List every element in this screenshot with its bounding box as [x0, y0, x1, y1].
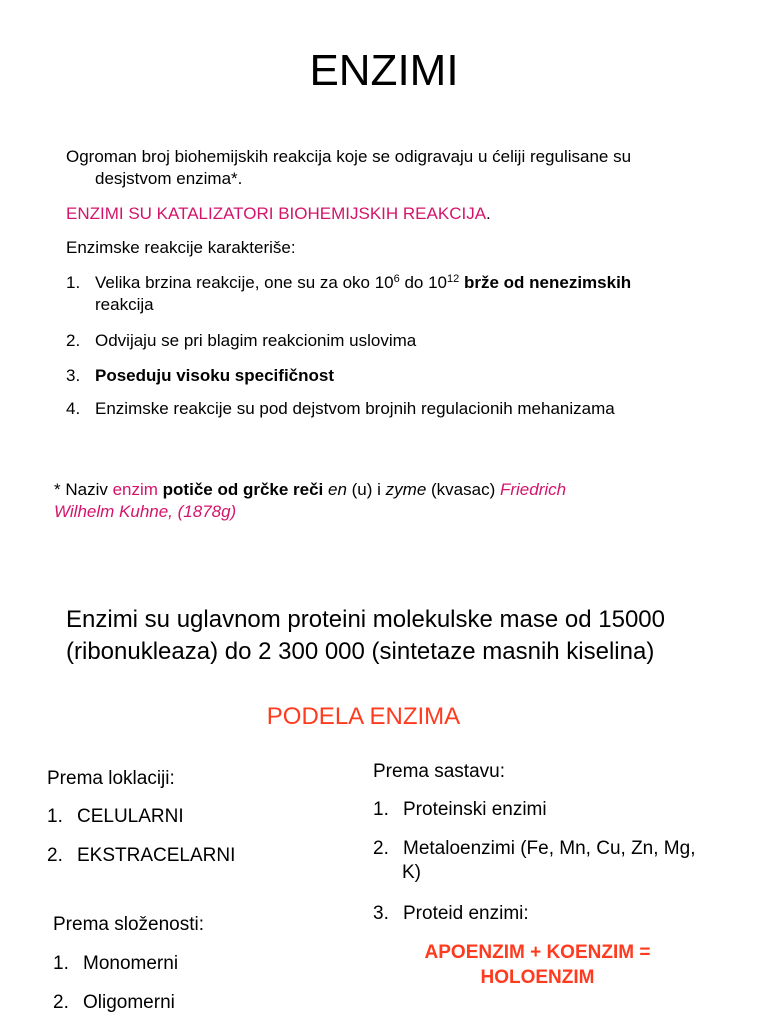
catalyst-dot: . — [486, 204, 491, 223]
footnote-u: (u) i — [346, 480, 386, 499]
feature-number: 4. — [66, 399, 81, 418]
feature-number: 3. — [66, 366, 81, 385]
formula-line-1: APOENZIM + KOENZIM = — [424, 942, 651, 963]
intro-paragraph — [66, 146, 726, 190]
feature-4-text: Enzimske reakcije su pod dejstvom brojnih regulacionih mehanizama — [95, 399, 615, 418]
feature-item-2 — [66, 330, 726, 352]
molecular-mass-text — [66, 604, 736, 668]
location-item-text: EKSTRACELARNI — [77, 845, 236, 866]
composition-item — [373, 902, 529, 926]
feature-2-text: Odvijaju se pri blagim reakcionim uslovima — [95, 331, 417, 350]
composition-item-text: Proteinski enzimi — [403, 799, 547, 820]
complexity-item-text: Oligomerni — [83, 992, 175, 1013]
composition-item-number: 2. — [373, 838, 389, 859]
mass-line-1: Enzimi su uglavnom proteini molekulske mase od 15000 — [66, 606, 665, 633]
classification-heading: PODELA ENZIMA — [266, 703, 461, 730]
intro-line-2: desjstvom enzima*. — [95, 169, 243, 188]
feature-number: 1. — [66, 273, 81, 292]
footnote-author-2: Wilhelm Kuhne, (1878g) — [54, 502, 237, 521]
formula-line-2: HOLOENZIM — [480, 967, 595, 988]
holoenzyme-formula — [405, 940, 670, 990]
composition-item-cont: K) — [402, 862, 421, 883]
intro-line-1: Ogroman broj biohemijskih reakcija koje se odigravaju u ćeliji regulisane su — [66, 147, 632, 166]
complexity-item-number: 2. — [53, 992, 69, 1013]
composition-item-text: Proteid enzimi: — [403, 903, 529, 924]
footnote-bold: potiče od grčke reči — [157, 480, 324, 499]
complexity-item — [53, 952, 178, 976]
feature-item-4 — [66, 398, 726, 420]
location-item-number: 2. — [47, 845, 63, 866]
feature-1-bold: brže od nenezimskih — [459, 273, 632, 292]
feature-3-text: Poseduju visoku specifičnost — [95, 366, 335, 385]
location-item-number: 1. — [47, 806, 63, 827]
complexity-item — [53, 991, 175, 1015]
footnote-kvasac: (kvasac) — [426, 480, 500, 499]
page-title: ENZIMI — [309, 46, 459, 95]
composition-item-text: Metaloenzimi (Fe, Mn, Cu, Zn, Mg, — [403, 838, 696, 859]
footnote-enzim: enzim — [112, 480, 158, 499]
composition-item — [373, 798, 547, 822]
feature-1-sup2: 12 — [447, 273, 460, 285]
complexity-heading: Prema složenosti: — [53, 914, 205, 935]
catalyst-text: ENZIMI SU KATALIZATORI BIOHEMIJSKIH REAKCIJA — [66, 204, 487, 223]
location-item — [47, 844, 235, 868]
location-item — [47, 805, 184, 829]
composition-item-number: 3. — [373, 903, 389, 924]
feature-number: 2. — [66, 331, 81, 350]
footnote-zyme: zyme — [385, 480, 427, 499]
footnote — [54, 479, 674, 523]
composition-heading: Prema sastavu: — [373, 761, 505, 782]
features-heading: Enzimske reakcije karakteriše: — [66, 238, 296, 257]
feature-item-1 — [66, 272, 736, 316]
location-heading: Prema loklaciji: — [47, 768, 175, 789]
footnote-en: en — [323, 480, 347, 499]
composition-item — [373, 837, 743, 885]
complexity-item-number: 1. — [53, 953, 69, 974]
feature-1-part2: do 10 — [399, 273, 448, 292]
catalyst-statement — [66, 203, 491, 225]
feature-item-3 — [66, 365, 726, 387]
mass-line-2: (ribonukleaza) do 2 300 000 (sintetaze masnih kiselina) — [66, 638, 655, 665]
feature-1-cont: reakcija — [95, 295, 154, 314]
footnote-author-1: Friedrich — [499, 480, 567, 499]
composition-item-number: 1. — [373, 799, 389, 820]
complexity-item-text: Monomerni — [83, 953, 179, 974]
footnote-prefix: * Naziv — [54, 480, 113, 499]
location-item-text: CELULARNI — [77, 806, 184, 827]
feature-1-sup1: 6 — [393, 273, 400, 285]
feature-1-part1: Velika brzina reakcije, one su za oko 10 — [95, 273, 394, 292]
